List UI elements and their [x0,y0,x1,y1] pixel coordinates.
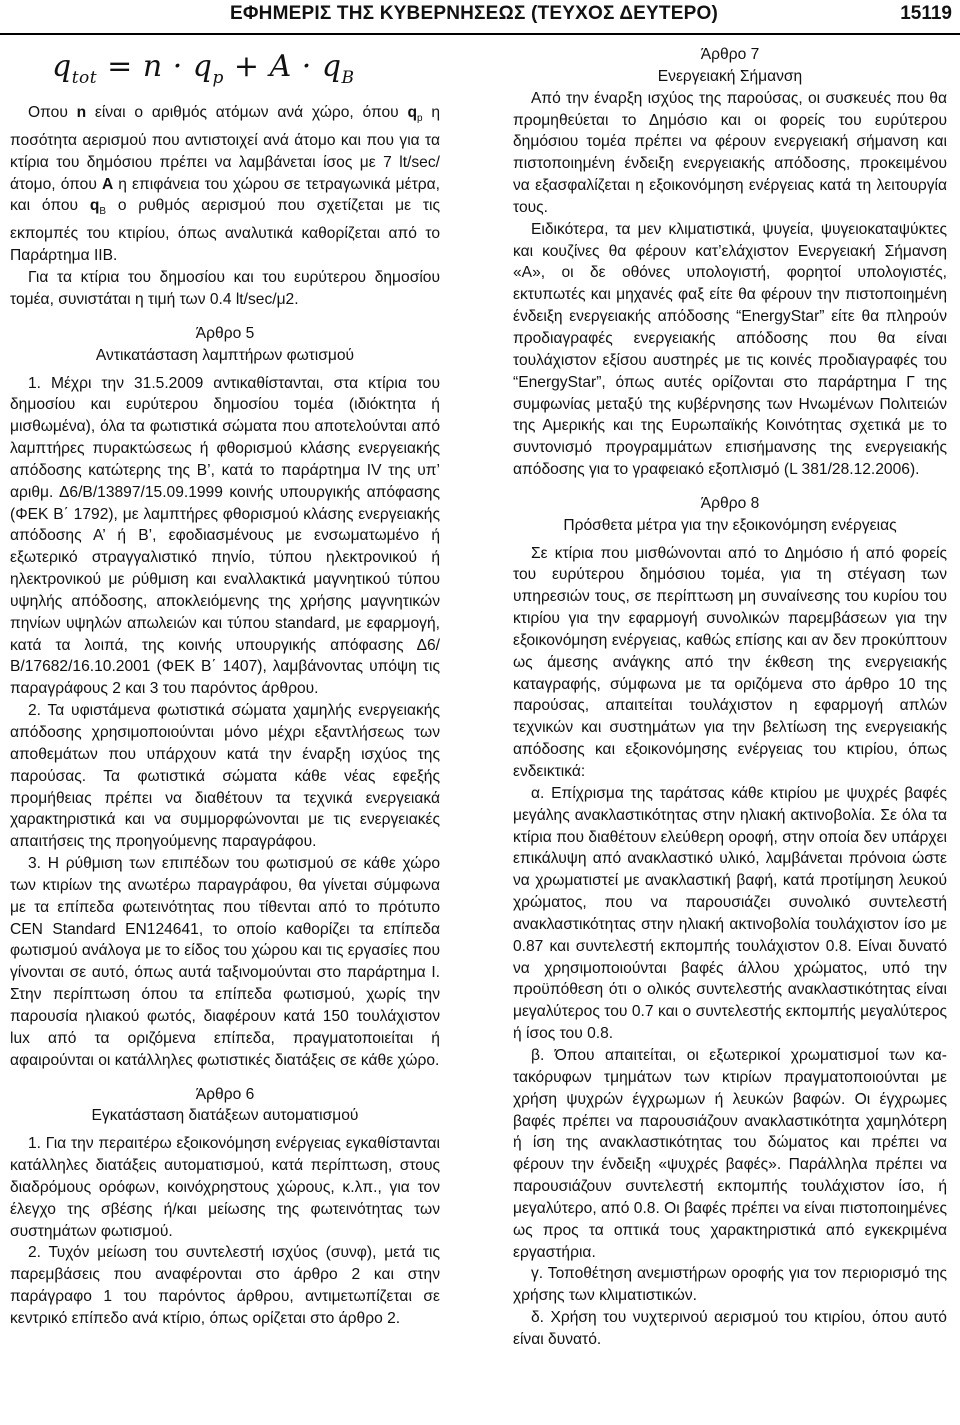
article-8-subtitle: Πρόσθετα μέτρα για την εξοικονόμηση ενέργειας [563,516,897,534]
paragraph: 1. Μέχρι την 31.5.2009 αντικαθίστανται, στα κτίρια του δημοσίου και ευρύτερου δημοσίου τομέα (ιδιόκτητα ή μισθωμένα), όλα τα φωτιστικά σώματα που αποτελούνται από λαμπτήρες πυρακτώσεως ή φθορισμού κλάσης ενεργειακής απόδοσης κατώτερης της Β’, κατά το παράρτημα ΙV της υπ’ αριθμ. Δ6/Β/13897/15.09.1999 κοινής υπουργικής απόφασης (ΦΕΚ Β΄ 1792), με λαμπτήρες φθορισμού κλάσης ενεργειακής απόδοσης Α’ ή Β’, εφοδιασμένους με ενσωματωμένο ή εξωτερικό στραγγαλιστικό πηνίο, τύπου ηλεκτρονικού ή ηλεκτρονικού με ρύθμιση και εναλλακτικά μαγνητικού τύπου υψηλής απόδοσης, αποκλειόμενης της χρήσης μαγνητικών πηνίων υψηλών απωλειών και τύπου standard, με εφαρμογή, κατά τα λοιπά, της κοινής υπουργικής απόφασης Δ6/Β/17682/16.10.2001 (ΦΕΚ Β΄ 1407), λαμβάνοντας υπόψη τις παραγράφους 2 και 3 του παρόντος άρθρου. [10,374,440,698]
paragraph: 1. Για την περαιτέρω εξοικονόμηση ενέργειας εγκαθίστανται κατάλληλες διατάξεις αυτοματισμού, κατά περίπτωση, στους διαδρόμους ορόφων, κοινόχρηστους χώρους, κ.λπ., για τον έλεγχο της σβέσης ή/και μείωσης της φωτεινότητας των συστημάτων φωτισμού. [10,1135,440,1240]
paragraph: 2. Τυχόν μείωση του συντελεστή ισχύος (συνφ), μετά τις παρεμβάσεις που αναφέρονται στο άρθρο 2 και στην παράγραφο 1 του παρόντος άρθρου, αντιμετωπίζεται σε κεντρικό επίπεδο ανά κτίριο, όπως ορίζεται στο άρθρο 2. [10,1244,440,1327]
formula-text: $q_{tot} = n \cdot q_p + A \cdot q_B$ [52,49,355,88]
paragraph: Ειδικότερα, τα μεν κλιματιστικά, ψυγεία, ψυγειοκαταψύκτες και κουζίνες θα φέρουν κατ’ελάχιστον Ενεργειακή Σήμανση «Α», οι δε οθόνες υπολογιστή, φορητοί υπολογιστές, εκτυπωτές και μηχανές φαξ είτε θα φέρουν την πιστοποιημένη ένδειξη ενεργειακής απόδοσης “EnergyStar” είτε θα πληρούν προδιαγραφές ενεργειακής απόδοσης που θα είναι τουλάχιστον εξίσου αυστηρές με τις κοινές προδιαγραφές του “EnergyStar”, όπως αυτές ορίζονται στο παράρτημα Γ της συμφωνίας μεταξύ της κυβέρνησης των Ηνωμένων Πολιτειών της Αμερικής και της Ευρωπαϊκής Κοινότητας σχετικά με το συντονισμό προγραμμάτων επισήμανσης της ενεργειακής απόδοσης για το γραφειακό εξοπλισμό (L 381/28.12.2006). [513,220,947,479]
article-7-subtitle: Ενεργειακή Σήμανση [657,67,803,85]
page-header [0,0,960,34]
list-item: γ. Τοποθέτηση ανεμιστήρων οροφής για τον περιορισμό της χρήσης των κλιματιστικών. [513,1265,947,1305]
right-column [513,44,947,1351]
left-column [10,44,440,1330]
list-item: δ. Χρήση του νυχτερινού αερισμού του κτιρίου, όπου αυτό είναι δυνατό. [513,1309,947,1348]
header-rule [0,33,960,35]
ventilation-formula [10,44,440,102]
formula-explanation: Οπου n είναι ο αριθμός ατόμων ανά χώρο, όπου $q_p$ η ποσότητα αερισμού που αντιστοιχεί ανά άτομο και που για τα κτίρια του δημόσιου πρέπει να λαμβάνεται ίσος με 7 lt/sec/άτομο, όπου A η επιφάνεια του χώρου σε τετραγωνικά μέτρα, και όπου $q_B$ ο ρυθμός αερισμού που σχετίζεται με τις εκπομπές του κτιρίου, όπως αναλυτικά καθορίζεται από το Παράρτημα ΙΙΒ. [10,104,440,265]
article-7-title: Άρθρο 7 [700,46,760,63]
list-item: α. Επίχρισμα της ταράτσας κάθε κτιρίου με ψυχρές βαφές μεγάλης ανακλαστικότητας στην ηλιακή ακτινοβολία. Σε όλα τα κτίρια που διαθέτουν ελεύθερη οροφή, στην οποία δεν υπάρχει επικάλυψη από ανακλαστικό υλικό, λαμβάνεται πρόνοια ώστε να χρωματιστεί με ανακλαστική βαφή, κατά προτίμηση λευκού χρώματος, που να παρουσιάζει συνολικό συντελεστή ανακλαστικότητας στην ηλιακή ακτινοβολία τουλάχιστον ίσο με 0.87 και συντελεστή εκπομπής τουλάχιστον 0.8. Είναι δυνατό να χρησιμοποιούνται βαφές άλλου χρώματος, υπό την προϋπόθεση ότι ο ολικός συντελεστής ανακλαστικότητας είναι μεγαλύτερος του 0.7 και ο συντελεστής εκπομπής μεγαλύτερος ή ίσος του 0.8. [513,784,947,1043]
gazette-title: ΕΦΗΜΕΡΙΣ ΤΗΣ ΚΥΒΕΡΝΗΣΕΩΣ (ΤΕΥΧΟΣ ΔΕΥΤΕΡΟ) [230,3,718,24]
paragraph: Για τα κτίρια του δημοσίου και του ευρύτερου δημοσίου τομέα, συνιστάται η τιμή των 0.4 lt/sec/μ2. [10,269,440,308]
paragraph: 2. Τα υφιστάμενα φωτιστικά σώματα χαμηλής ενεργειακής απόδοσης χρησιμοποιούνται μόνο μέχρι εξαντλήσεως των αποθεμάτων που υπάρχουν κατά την έναρξη ισχύος της παρούσας. Τα φωτιστικά σώματα κάθε νέας εφεξής προμήθειας πρέπει να διαθέτουν τα τεχνικά ενεργειακά χαρακτηριστικά και να συμμορφώνονται με τις ενεργειακές απαιτήσεις της προηγούμενης παραγράφου. [10,702,440,851]
article-5-subtitle: Αντικατάσταση λαμπτήρων φωτισμού [95,346,355,364]
article-6-subtitle: Εγκατάσταση διατάξεων αυτοματισμού [91,1107,359,1125]
article-8-title: Άρθρο 8 [700,494,760,512]
paragraph: Σε κτίρια που μισθώνονται από το Δημόσιο ή από φορείς του ευρύτερου δημόσιου τομέα, για τη στέγαση των υπηρεσιών τους, σε περίπτωση μη συναίνεσης του κυρίου του κτιρίου για την εφαρμογή συνολικών παρεμβάσεων για την εξοικονόμηση ενέργειας, καθώς επίσης και αν δεν προκύπτουν ως άμεσης ανάγκης από την έκθεση της ενεργειακής καταγραφής, σύμφωνα με τα οριζόμενα στο άρθρο 10 της παρούσας, απαιτείται τουλάχιστον η εφαρμογή απλών τεχνικών και συστημάτων για την βελτίωση της ενεργειακής απόδοσης και εξοικονόμησης ενέργειας του κτιρίου, όπως ενδεικτικά: [513,544,947,780]
paragraph: 3. Η ρύθμιση των επιπέδων του φωτισμού σε κάθε χώρο των κτιρίων της ανωτέρω παραγράφου, θα γίνεται σύμφωνα με τα επίπεδα φωτεινότητας που τίθενται από το πρότυπο CEN Standard EN124641, το οποίο καθορίζει τα επίπεδα φωτισμού ανάλογα με το είδος του χώρου και τις εργασίες που γίνονται σε αυτό, όπως αυτά ταξινομούνται στο παράρτημα Ι. Στην περίπτωση όπου τα επίπεδα φωτισμού, χωρίς την παρουσία ηλιακού φωτός, διαφέρουν κατά 150 τουλάχιστον lux από τα οριζόμενα επίπεδα, πραγματοποιείται ή αφαιρούνται οι κατάλληλες φωτιστικές διατάξεις σε κάθε χώρο. [10,855,440,1069]
article-5-title: Άρθρο 5 [195,324,255,342]
paragraph: Από την έναρξη ισχύος της παρούσας, οι συσκευές που θα προμηθεύεται το Δημόσιο και οι φορείς του ευρύτερου δημόσιου τομέα πρέπει να φέρουν ενεργειακή σήμανση και πιστοποιημένη ένδειξη ενεργειακής απόδοσης, προκειμένου να εξασφαλίζεται η εξοικονόμηση ενέργειας κατά τη λειτουργία τους. [513,89,947,216]
list-item: β. Όπου απαιτείται, οι εξωτερικοί χρωματισμοί των κατακόρυφων τμημάτων των κτιρίων πραγματοποιούνται με χρήση ψυχρών έγχρωμων ή λευκών βαφών. Οι έγχρωμες βαφές πρέπει να παρουσιάζουν ανακλαστικότητα χαμηλότερη ή ίση της ανακλαστικότητας του δώματος και πρέπει να φέρουν την ένδειξη «ψυχρές βαφές». Παράλληλα πρέπει να παρουσιάζουν συντελεστή εκπομπής τουλάχιστον ίσο, ή μεγαλύτερο, από 0.8. Οι βαφές πρέπει να είναι πιστοποιημένες ως προς τα οπτικά τους χαρακτηριστικά από εγκεκριμένα εργαστήρια. [513,1046,948,1261]
article-6-title: Άρθρο 6 [195,1085,255,1103]
page-number: 15119 [900,3,952,24]
